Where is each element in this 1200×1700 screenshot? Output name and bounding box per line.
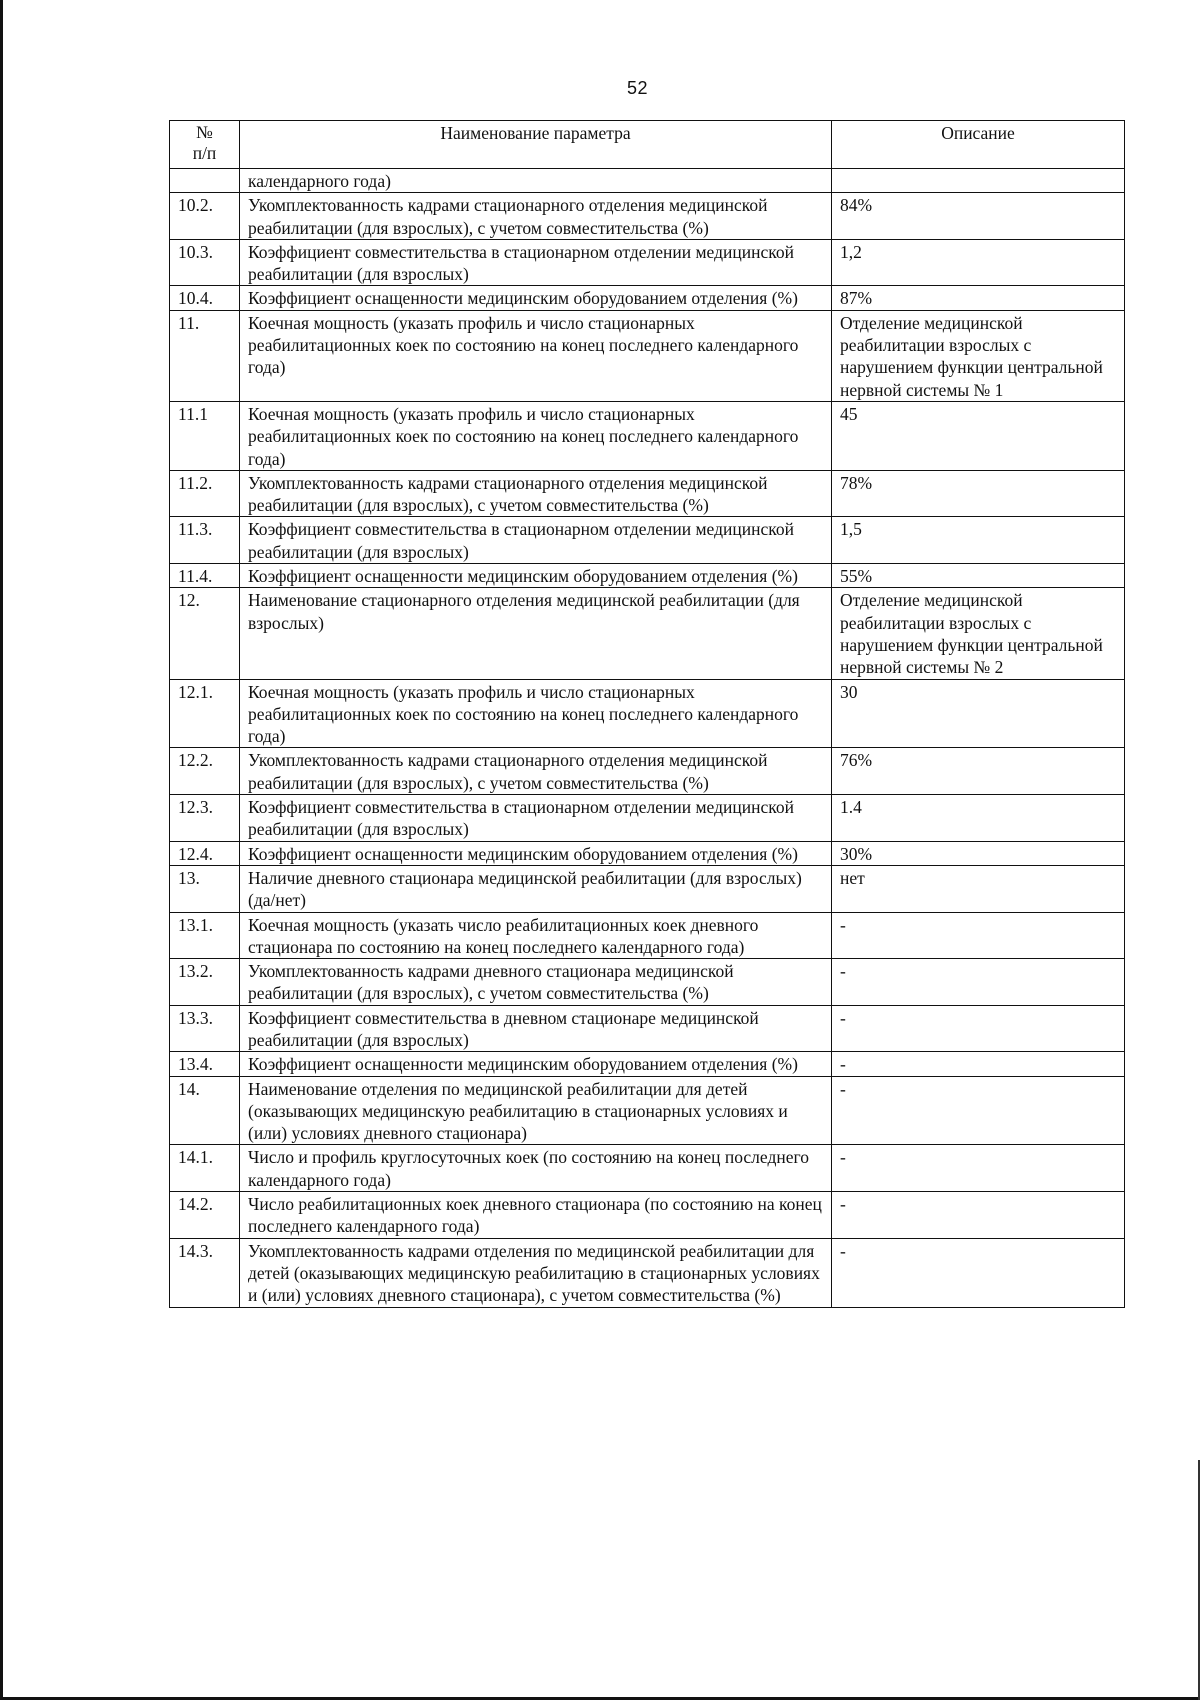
table-header	[170, 121, 1125, 169]
row-number: 14.3.	[170, 1238, 240, 1307]
row-number: 12.	[170, 588, 240, 679]
row-description: 1.4	[832, 795, 1125, 842]
row-description: -	[832, 1076, 1125, 1145]
table-row	[170, 286, 1125, 310]
row-number: 12.2.	[170, 748, 240, 795]
parameters-table	[169, 120, 1125, 1308]
row-parameter-name: Коечная мощность (указать профиль и число стационарных реабилитационных коек по состоянию на конец последнего календарного года)	[240, 401, 832, 470]
scan-edge-left	[0, 0, 3, 1700]
header-parameter-name: Наименование параметра	[240, 121, 832, 169]
table-row	[170, 239, 1125, 286]
table-row	[170, 1192, 1125, 1239]
row-number: 10.2.	[170, 193, 240, 240]
row-number: 12.4.	[170, 841, 240, 865]
row-parameter-name: Наличие дневного стационара медицинской реабилитации (для взрослых) (да/нет)	[240, 865, 832, 912]
row-description: -	[832, 1192, 1125, 1239]
row-parameter-name: Коэффициент оснащенности медицинским оборудованием отделения (%)	[240, 841, 832, 865]
table-row	[170, 193, 1125, 240]
row-parameter-name: Коэффициент оснащенности медицинским оборудованием отделения (%)	[240, 1052, 832, 1076]
table-row	[170, 1005, 1125, 1052]
row-number: 12.1.	[170, 679, 240, 748]
row-number: 12.3.	[170, 795, 240, 842]
row-number: 14.1.	[170, 1145, 240, 1192]
page-number: 52	[626, 78, 649, 98]
row-number: 11.1	[170, 401, 240, 470]
header-description: Описание	[832, 121, 1125, 169]
row-parameter-name: Коэффициент совместительства в стационарном отделении медицинской реабилитации (для взрослых)	[240, 517, 832, 564]
table-row	[170, 959, 1125, 1006]
row-number: 13.4.	[170, 1052, 240, 1076]
row-number: 10.4.	[170, 286, 240, 310]
row-description: 84%	[832, 193, 1125, 240]
row-description: 30	[832, 679, 1125, 748]
row-number: 14.2.	[170, 1192, 240, 1239]
row-parameter-name: Укомплектованность кадрами дневного стационара медицинской реабилитации (для взрослых), с учетом совместительства (%)	[240, 959, 832, 1006]
table-row	[170, 564, 1125, 588]
row-number: 11.3.	[170, 517, 240, 564]
row-description: -	[832, 912, 1125, 959]
row-description: -	[832, 1052, 1125, 1076]
row-parameter-name: Число и профиль круглосуточных коек (по состоянию на конец последнего календарного года)	[240, 1145, 832, 1192]
row-description	[832, 169, 1125, 193]
row-description: -	[832, 1238, 1125, 1307]
table-row	[170, 795, 1125, 842]
row-parameter-name: Коэффициент совместительства в дневном стационаре медицинской реабилитации (для взрослых)	[240, 1005, 832, 1052]
row-number: 13.1.	[170, 912, 240, 959]
row-parameter-name: Укомплектованность кадрами стационарного отделения медицинской реабилитации (для взрослых), с учетом совместительства (%)	[240, 470, 832, 517]
row-description: 1,2	[832, 239, 1125, 286]
row-parameter-name: Коечная мощность (указать число реабилитационных коек дневного стационара по состоянию на конец последнего календарного года)	[240, 912, 832, 959]
table-row	[170, 912, 1125, 959]
table-row	[170, 1076, 1125, 1145]
row-parameter-name: Коэффициент совместительства в стационарном отделении медицинской реабилитации (для взрослых)	[240, 795, 832, 842]
row-parameter-name: календарного года)	[240, 169, 832, 193]
row-number: 13.3.	[170, 1005, 240, 1052]
row-number: 10.3.	[170, 239, 240, 286]
header-number	[170, 121, 240, 169]
table-row	[170, 679, 1125, 748]
table-row	[170, 1238, 1125, 1307]
row-parameter-name: Укомплектованность кадрами отделения по медицинской реабилитации для детей (оказывающих медицинскую реабилитацию в стационарных условиях и (или) условиях дневного стационара), с учетом совместительства (%)	[240, 1238, 832, 1307]
row-number: 14.	[170, 1076, 240, 1145]
row-number: 11.	[170, 310, 240, 401]
row-description: Отделение медицинской реабилитации взрослых с нарушением функции центральной нервной системы № 2	[832, 588, 1125, 679]
row-number: 11.4.	[170, 564, 240, 588]
table-row	[170, 1145, 1125, 1192]
row-description: 76%	[832, 748, 1125, 795]
table-row	[170, 1052, 1125, 1076]
row-number: 13.2.	[170, 959, 240, 1006]
table-row	[170, 865, 1125, 912]
row-description: 45	[832, 401, 1125, 470]
row-parameter-name: Коэффициент оснащенности медицинским оборудованием отделения (%)	[240, 564, 832, 588]
row-parameter-name: Коэффициент совместительства в стационарном отделении медицинской реабилитации (для взрослых)	[240, 239, 832, 286]
row-description: 87%	[832, 286, 1125, 310]
row-number: 13.	[170, 865, 240, 912]
table-row	[170, 310, 1125, 401]
header-row	[170, 121, 1125, 169]
row-parameter-name: Наименование стационарного отделения медицинской реабилитации (для взрослых)	[240, 588, 832, 679]
table-row	[170, 517, 1125, 564]
table-row	[170, 401, 1125, 470]
row-description: 78%	[832, 470, 1125, 517]
table-row	[170, 748, 1125, 795]
row-description: -	[832, 959, 1125, 1006]
row-description: Отделение медицинской реабилитации взрослых с нарушением функции центральной нервной системы № 1	[832, 310, 1125, 401]
row-parameter-name: Коэффициент оснащенности медицинским оборудованием отделения (%)	[240, 286, 832, 310]
row-description: 1,5	[832, 517, 1125, 564]
table-body	[170, 169, 1125, 1308]
row-parameter-name: Укомплектованность кадрами стационарного отделения медицинской реабилитации (для взрослых), с учетом совместительства (%)	[240, 748, 832, 795]
row-description: -	[832, 1005, 1125, 1052]
table-row	[170, 588, 1125, 679]
row-description: нет	[832, 865, 1125, 912]
table-row	[170, 169, 1125, 193]
row-parameter-name: Укомплектованность кадрами стационарного отделения медицинской реабилитации (для взрослых), с учетом совместительства (%)	[240, 193, 832, 240]
row-parameter-name: Коечная мощность (указать профиль и число стационарных реабилитационных коек по состоянию на конец последнего календарного года)	[240, 310, 832, 401]
header-number-abbr: п/п	[192, 143, 217, 163]
row-parameter-name: Число реабилитационных коек дневного стационара (по состоянию на конец последнего календарного года)	[240, 1192, 832, 1239]
row-description: 55%	[832, 564, 1125, 588]
row-parameter-name: Наименование отделения по медицинской реабилитации для детей (оказывающих медицинскую реабилитацию в стационарных условиях и (или) условиях дневного стационара)	[240, 1076, 832, 1145]
row-number	[170, 169, 240, 193]
row-description: 30%	[832, 841, 1125, 865]
table-row	[170, 841, 1125, 865]
header-number-symbol: №	[196, 122, 213, 142]
row-parameter-name: Коечная мощность (указать профиль и число стационарных реабилитационных коек по состоянию на конец последнего календарного года)	[240, 679, 832, 748]
table-row	[170, 470, 1125, 517]
row-number: 11.2.	[170, 470, 240, 517]
row-description: -	[832, 1145, 1125, 1192]
